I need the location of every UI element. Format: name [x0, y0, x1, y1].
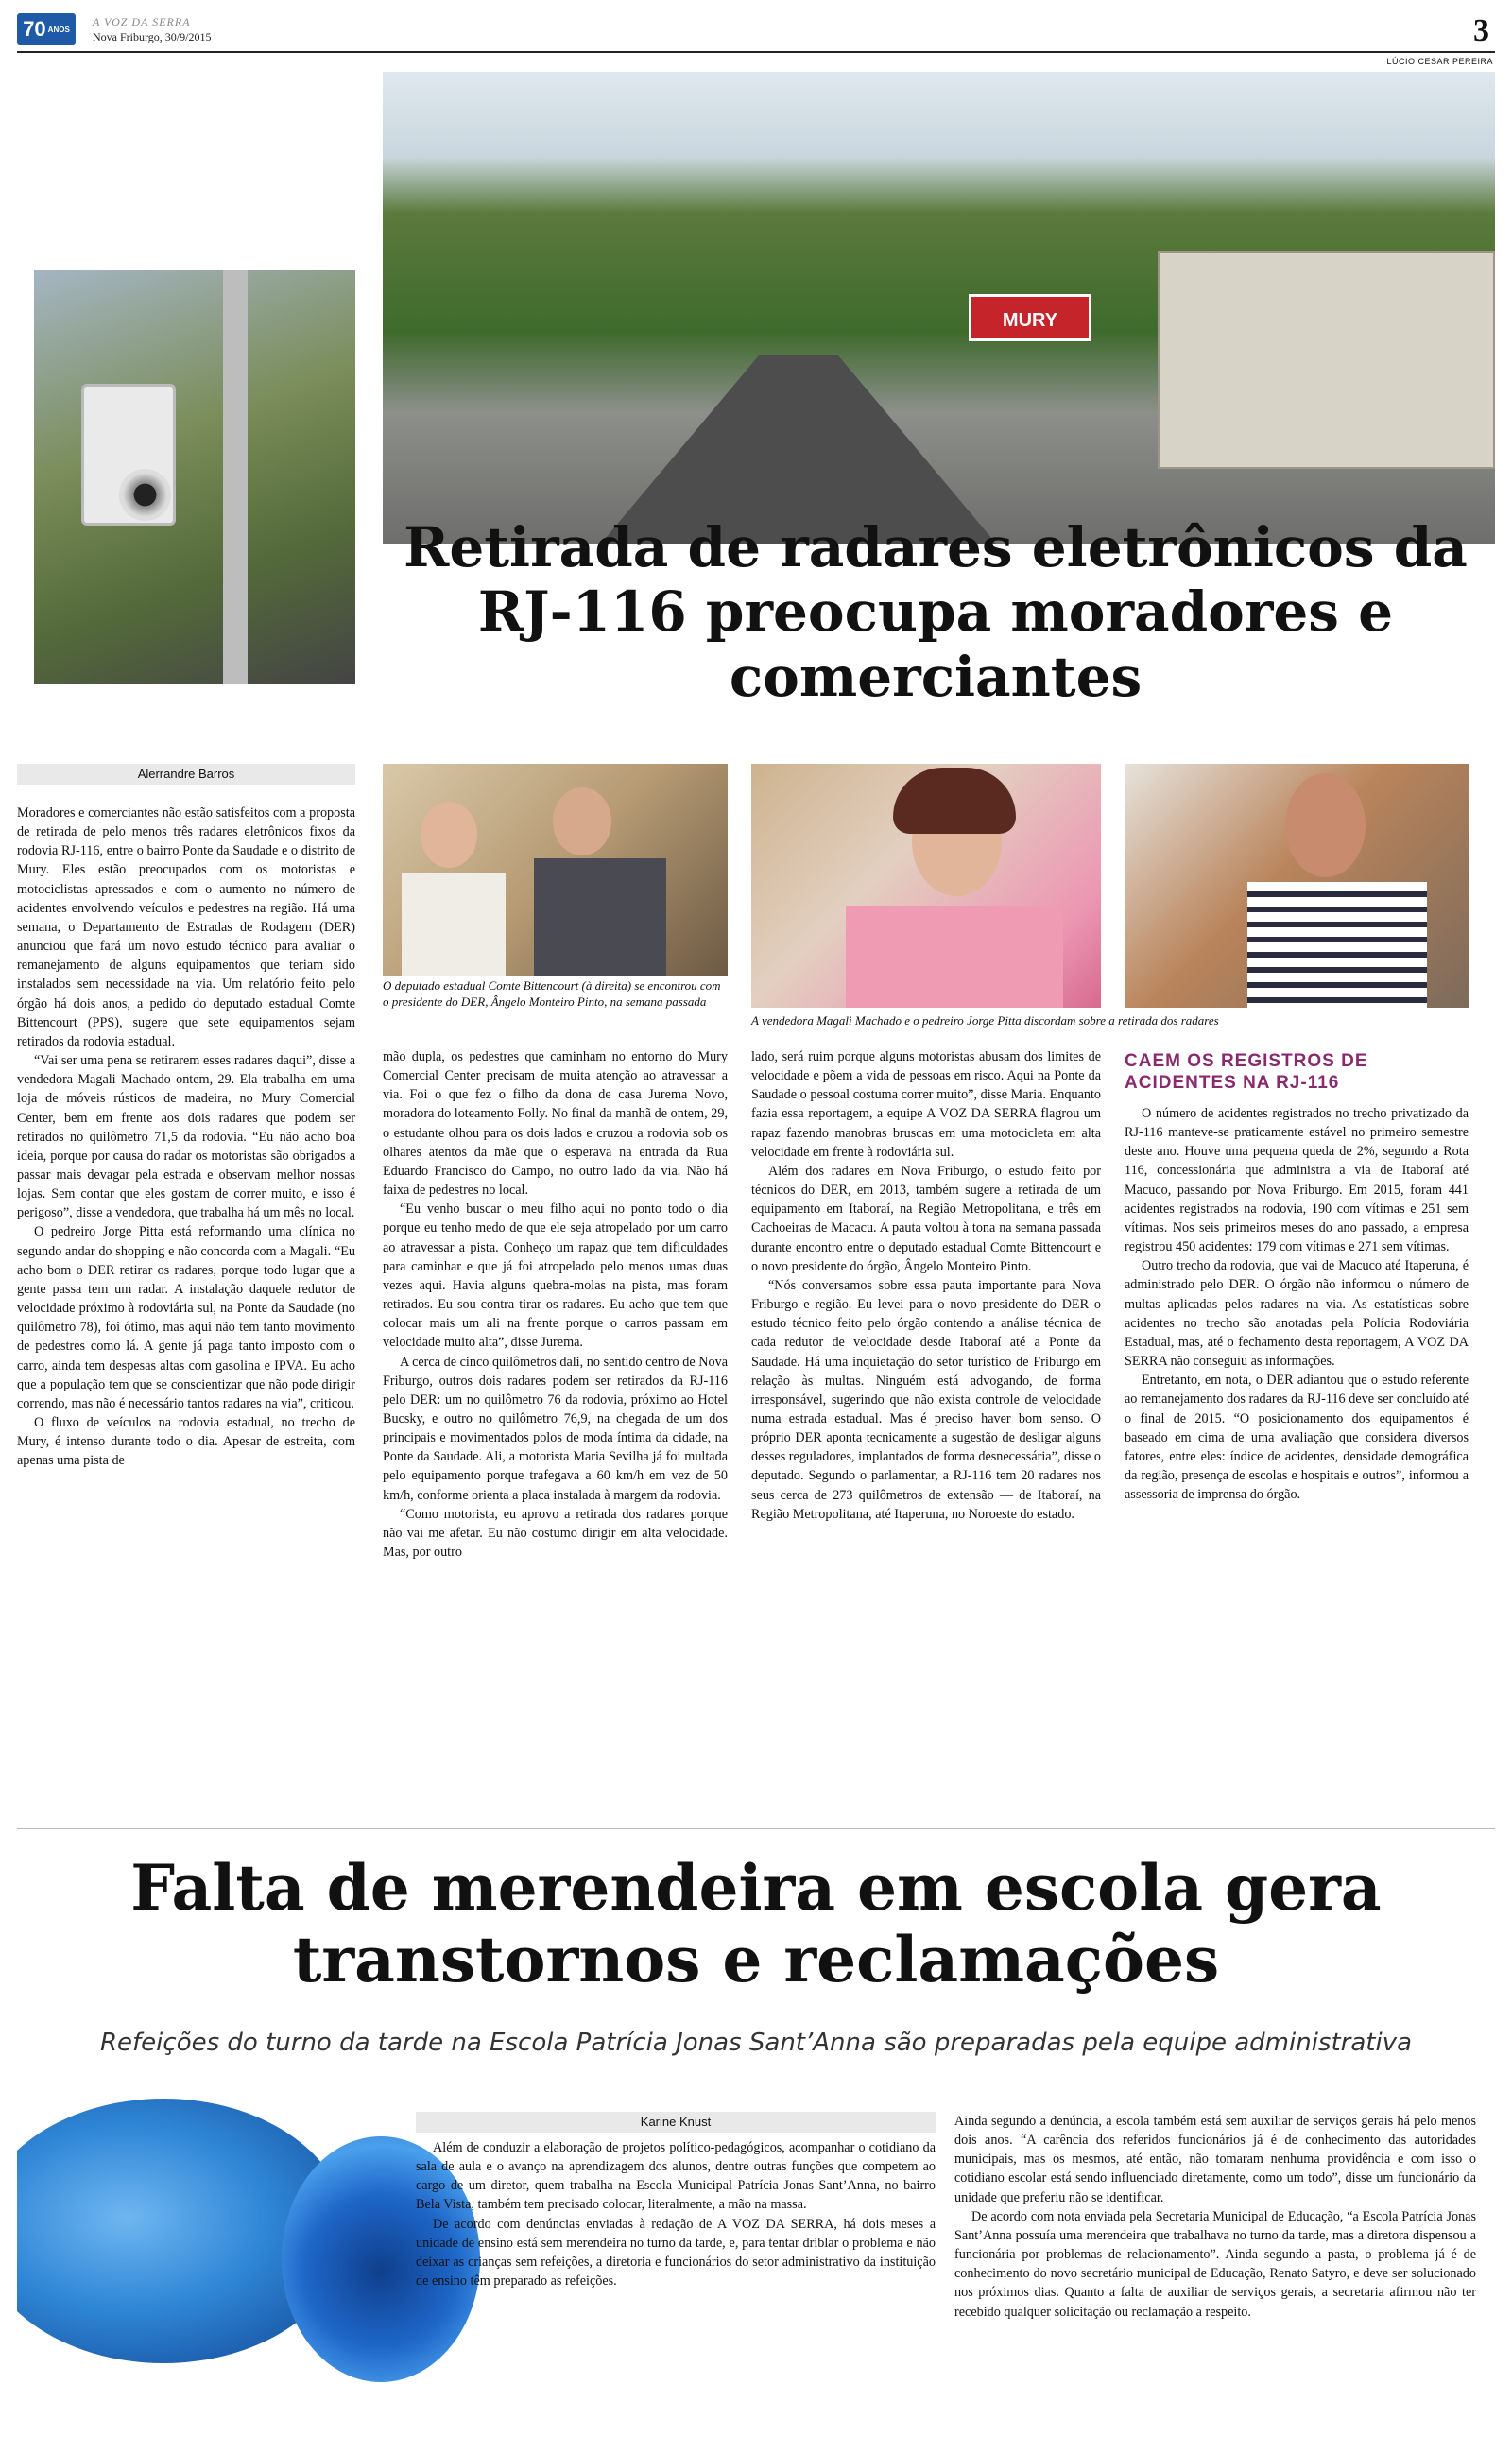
photo-meeting — [383, 764, 728, 976]
paragraph: Além dos radares em Nova Friburgo, o estudo feito por técnicos do DER, em 2013, também sugere a retirada de um equipamento em Itaboraí, na Região Metropolitana, e três em Cachoeiras de Macacu. A pauta voltou à tona na semana passada durante encontro entre o deputado estadual Comte Bittencourt e o novo presidente do órgão, Ângelo Monteiro Pinto. — [751, 1163, 1101, 1274]
byline-story1: Alerrandre Barros — [17, 764, 355, 785]
story1-column-2 — [383, 1047, 728, 1562]
paragraph: O pedreiro Jorge Pitta está reformando uma clínica no segundo andar do shopping e não concorda com a Magali. “Eu acho bom o DER retirar os radares, porque todo lugar que a gente passa tem um radar. A instalação daquele redutor de velocidade próximo à rodoviária sul, na Ponte da Saudade (no quilômetro 78), foi ótimo, mas aqui não tem tanto movimento de pedestres como lá. A gente já paga tanto imposto com o carro, ainda tem despesas altas com gasolina e IPVA. Eu acho que a população tem que se conscientizar que não pode dirigir correndo, mas não é necessário tantos radares na via”, criticou. — [17, 1224, 355, 1411]
photo-credit: LÚCIO CESAR PEREIRA — [1386, 57, 1493, 66]
striped-shirt-shape — [1247, 882, 1427, 1008]
page-number: 3 — [1473, 13, 1489, 48]
paragraph: O fluxo de veículos na rodovia estadual, no trecho de Mury, é intenso durante todo o dia. Apesar de estreita, com apenas uma pista de — [17, 1415, 355, 1469]
headline-radares: Retirada de radares eletrônicos da RJ-116 preocupa moradores e comerciantes — [404, 515, 1468, 709]
mury-sign: MURY — [969, 294, 1091, 341]
photo-magali — [751, 764, 1101, 1008]
paragraph: Além de conduzir a elaboração de projetos político-pedagógicos, acompanhar o cotidiano da sala de aula e o avanço na aprendizagem dos alunos, dentre outras funções que competem ao cargo de um diretor, quem trabalha na Escola Municipal Patrícia Jonas Sant’Anna, no bairro Bela Vista, também tem precisado colocar, literalmente, a mão na massa. — [416, 2140, 936, 2213]
person-head — [421, 802, 477, 868]
byline-story2: Karine Knust — [416, 2112, 936, 2133]
paragraph: De acordo com nota enviada pela Secretaria Municipal de Educação, “a Escola Patrícia Jonas Sant’Anna possuía uma merendeira que trabalhava no turno da tarde, mas a diretora dispensou a funcionária por problemas de relacionamento”. Ainda segundo a pasta, o problema já é de conhecimento do novo secretário municipal de Educação, Renato Satyro, e deve ser solucionado nos próximos dias. Quanto a falta de auxiliar de serviços gerais, a secretaria afirmou não ter recebido qualquer solicitação ou reclamação a respeito. — [954, 2208, 1476, 2320]
hero-photo-road — [383, 72, 1495, 544]
caption-magali-jorge: A vendedora Magali Machado e o pedreiro Jorge Pitta discordam sobre a retirada dos radares — [751, 1013, 1219, 1028]
headline-merendeira: Falta de merendeira em escola gera transtornos e reclamações — [130, 1851, 1382, 1996]
paragraph: lado, será ruim porque alguns motoristas abusam dos limites de velocidade e põem a vida de pessoas em risco. Aqui na Ponte da Saudade o pessoal costuma correr muito”, disse Maria. Enquanto fazia essa reportagem, a equipe A VOZ DA SERRA flagrou um rapaz fazendo manobras bruscas em uma motocicleta em alta velocidade em frente à rodoviária sul. — [751, 1049, 1101, 1160]
logo-number: 70 — [23, 17, 46, 41]
paragraph: Entretanto, em nota, o DER adiantou que o estudo referente ao remanejamento dos radares da RJ-116 deve ser concluído até o final de 2015. “O posicionamento dos equipamentos é baseado em cima de uma avaliação que considera diversos fatores, entre eles: índice de acidentes, densidade demográfica da região, presença de escolas e hospitais e outros”, informou a assessoria de imprensa do órgão. — [1125, 1373, 1469, 1503]
paragraph: “Vai ser uma pena se retirarem esses radares daqui”, disse a vendedora Magali Machado ontem, 29. Ela trabalha em uma loja de móveis rústicos de madeira, no Mury Comercial Center, bem em frente aos dois radares que podem ser retirados no quilômetro 71,5 da rodovia. “Eu não acho boa ideia, porque por causa do radar os motoristas são obrigados a passar mais devagar pela estrada e observam melhor nossas lojas. Sem contar que eles gostam de correr muito, e isso é perigoso”, disse a vendedora, que trabalha há um mês no local. — [17, 1053, 355, 1221]
masthead — [17, 13, 1495, 51]
photo-jorge — [1125, 764, 1469, 1008]
story1-column-3 — [751, 1047, 1101, 1524]
paragraph: Outro trecho da rodovia, que vai de Macuco até Itaperuna, é administrado pelo DER. O órgão não informou o número de multas aplicadas pelos radares na via. As estatísticas sobre acidentes no trecho são anotadas pela Polícia Rodoviária Estadual, mas, até o fechamento desta reportagem, A VOZ DA SERRA não conseguiu as informações. — [1125, 1258, 1469, 1370]
story1-column-1 — [17, 804, 355, 1470]
shirt-shape — [402, 873, 506, 976]
paragraph: “Como motorista, eu aprovo a retirada dos radares porque não vai me afetar. Eu não costumo dirigir em alta velocidade. Mas, por outro — [383, 1506, 728, 1561]
person-head — [553, 787, 611, 855]
masthead-rule — [17, 51, 1495, 53]
story1-column-4 — [1125, 1104, 1469, 1504]
suit-shape — [534, 858, 666, 976]
paragraph: O número de acidentes registrados no trecho privatizado da RJ-116 manteve-se praticamente estável no primeiro semestre deste ano. Houve uma pequena queda de 2%, segundo a Rota 116, concessionária que administra a via de Itaboraí até Macuco, passando por Nova Friburgo. Em 2015, foram 441 acidentes registrados na rodovia, 190 com vítimas e 251 sem vítimas. Nos seis primeiros meses do ano passado, a empresa registrou 450 acidentes: 179 com vítimas e 271 sem vítimas. — [1125, 1106, 1469, 1255]
building-shape — [1158, 251, 1495, 469]
paragraph: De acordo com denúncias enviadas à redação de A VOZ DA SERRA, há dois meses a unidade de ensino está sem merendeira no turno da tarde, e, para tentar driblar o problema e não deixar as crianças sem refeições, a diretoria e funcionários do setor administrativo da instituição de ensino têm preparado as refeições. — [416, 2216, 936, 2290]
radar-lens-shape — [119, 469, 171, 521]
blouse-shape — [846, 906, 1063, 1008]
story2-column-1 — [416, 2138, 936, 2290]
hair-shape — [893, 768, 1016, 834]
publication-date: Nova Friburgo, 30/9/2015 — [93, 30, 212, 43]
pole-shape — [223, 270, 248, 684]
paragraph: Moradores e comerciantes não estão satisfeitos com a proposta de retirada de pelo menos três radares eletrônicos fixos da rodovia RJ-116, entre o bairro Ponte da Saudade e o distrito de Mury. Eles estão preocupados com os motoristas e motociclistas apressados e com o aumento no número de acidentes envolvendo veículos e pedestres na região. Há uma semana, o Departamento de Estradas de Rodagem (DER) anunciou que fará um novo estudo técnico para avaliar o remanejamento de alguns equipamentos que teriam sido instalados sem necessidade na via. Um relatório feito pelo órgão há dois anos, a pedido do deputado estadual Comte Bittencourt (PPS), sugere que sete equipamentos sejam retirados da rodovia estadual. — [17, 805, 355, 1049]
paragraph: “Nós conversamos sobre essa pauta importante para Nova Friburgo e região. Eu levei para o novo presidente do DER o estudo técnico feito pelo órgão contendo a análise técnica de cada redutor de velocidade desde Itaboraí até a Ponte da Saudade. Há uma inquietação do setor turístico de Friburgo em relação às multas. Ninguém está advogando, de forma irresponsável, sugerindo que não exista controle de velocidade numa estrada estadual. Mas é preciso haver bom senso. O próprio DER aponta tecnicamente a sugestão de desligar alguns desses reguladores, implantados de forma desnecessária”, disse o deputado. Segundo o parlamentar, a RJ-116 tem 20 radares nos seus cerca de 273 quilômetros de extensão — de Itaboraí, na Região Metropolitana, até Itaperuna, no Noroeste do estado. — [751, 1277, 1101, 1522]
person-head — [1285, 773, 1366, 877]
radar-photo — [34, 270, 355, 684]
story2-column-2 — [954, 2112, 1476, 2322]
anniversary-logo-icon — [17, 13, 76, 45]
paragraph: Ainda segundo a denúncia, a escola também está sem auxiliar de serviços gerais há pelo menos dois anos. “A carência dos referidos funcionários já é de conhecimento das autoridades municipais, mas os mesmos, até então, não tomaram nenhuma providência e com isso o cotidiano escolar está sendo influenciado diretamente, como um todo”, disse um funcionário da unidade que preferiu não se identificar. — [954, 2114, 1476, 2205]
paragraph: “Eu venho buscar o meu filho aqui no ponto todo o dia porque eu tenho medo de que ele seja atropelado por um carro ao atravessar a pista. Conheço um rapaz que tem dificuldades para caminhar e que já foi atropelado pelo menos umas duas vezes aqui. Havia alguns quebra-molas na pista, mas foram retirados. Eu sou contra tirar os radares. Eu acho que tem que colocar mais um ali na frente porque o carros passam em velocidade muito alta”, disse Jurema. — [383, 1201, 728, 1351]
paper-name: A VOZ DA SERRA — [93, 15, 191, 28]
caption-meeting: O deputado estadual Comte Bittencourt (à direita) se encontrou com o presidente do DER, Ângelo Monteiro Pinto, na semana passada — [383, 978, 721, 1009]
subheadline-merendeira: Refeições do turno da tarde na Escola Patrícia Jonas Sant’Anna são preparadas pela equipe administrativa — [99, 2029, 1413, 2057]
story-separator — [17, 1828, 1495, 1829]
paragraph: mão dupla, os pedestres que caminham no entorno do Mury Comercial Center precisam de muita atenção ao atravessar a via. Foi o que fez o filho da dona de casa Jurema Novo, moradora do loteamento Folly. No final da manhã de ontem, 29, o estudante olhou para os dois lados e cruzou a rodovia sob os olhares atentos da mãe que o esperava na entrada da Rua Eduardo Francisco do Campo, no outro lado da via. Não há faixa de pedestres no local. — [383, 1049, 728, 1199]
paragraph: A cerca de cinco quilômetros dali, no sentido centro de Nova Friburgo, outros dois radares podem ser retirados da RJ-116 pelo DER: um no quilômetro 76 da rodovia, próximo ao Hotel Bucsky, e outro no quilômetro 76,9, na chegada de um dos principais e movimentados polos de moda íntima da cidade, na Ponte da Saudade. Ali, a motorista Maria Sevilha já foi multada pelo equipamento porque trafegava a 60 km/h em vez de 50 km/h, conforme orienta a placa instalada à margem da rodovia. — [383, 1354, 728, 1503]
sidebar-heading: CAEM OS REGISTROS DE ACIDENTES NA RJ-116 — [1125, 1051, 1368, 1093]
logo-small: ANOS — [47, 25, 70, 34]
